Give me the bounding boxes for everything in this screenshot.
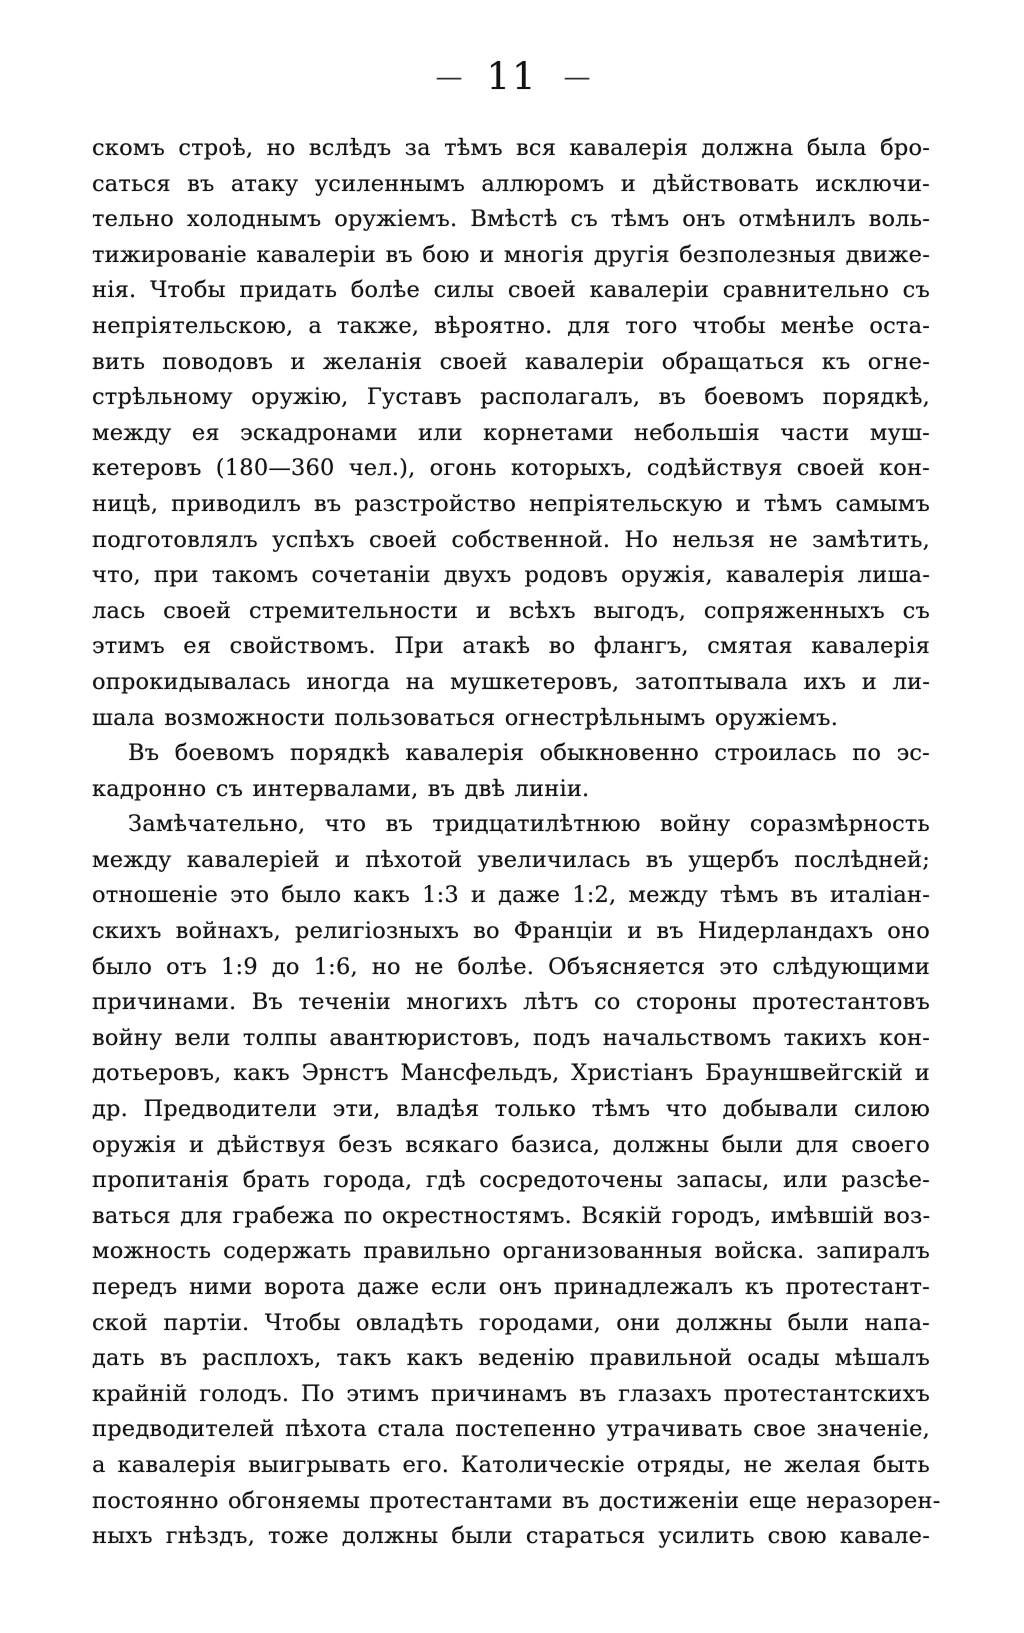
text-line: ныхъ гнѣздъ, тоже должны были стараться усилить свою кавале- <box>92 1523 930 1550</box>
text-line: нія. Чтобы придать болѣе силы своей кавалеріи сравнительно съ <box>92 277 930 304</box>
text-line: этимъ ея свойствомъ. При атакѣ во флангъ, смятая кавалерія <box>92 633 930 660</box>
text-line: лась своей стремительности и всѣхъ выгодъ, сопряженныхъ съ <box>92 597 930 624</box>
text-line: подготовлялъ успѣхъ своей собственной. Но нельзя не замѣтить, <box>92 526 930 553</box>
text-line: крайній голодъ. По этимъ причинамъ въ глазахъ протестантскихъ <box>92 1380 930 1407</box>
text-line: Замѣчательно, что въ тридцатилѣтнюю войну соразмѣрность <box>128 811 930 838</box>
text-line: ской партіи. Чтобы овладѣть городами, они должны были напа- <box>92 1309 930 1336</box>
text-line: кадронно съ интервалами, въ двѣ линіи. <box>92 775 590 802</box>
text-line: кетеровъ (180—360 чел.), огонь которыхъ, содѣйствуя своей кон- <box>92 455 930 482</box>
text-line: тельно холоднымъ оружіемъ. Вмѣстѣ съ тѣмъ онъ отмѣнилъ воль- <box>92 206 930 233</box>
text-line: оружія и дѣйствуя безъ всякаго базиса, должны были для своего <box>92 1131 930 1158</box>
text-line: между ея эскадронами или корнетами небольшія части муш- <box>92 419 930 446</box>
text-line: саться въ атаку усиленнымъ аллюромъ и дѣйствовать исключи- <box>92 170 930 197</box>
text-line: опрокидывалась иногда на мушкетеровъ, затоптывала ихъ и ли- <box>92 668 930 695</box>
page-body-text <box>92 131 941 1555</box>
text-line: стрѣльному оружію, Густавъ располагалъ, въ боевомъ порядкѣ, <box>92 384 930 411</box>
text-line: что, при такомъ сочетаніи двухъ родовъ оружія, кавалерія лиша- <box>92 562 930 589</box>
text-line: причинами. Въ теченіи многихъ лѣтъ со стороны протестантовъ <box>92 989 930 1016</box>
text-line: скомъ строѣ, но вслѣдъ за тѣмъ вся кавалерія должна была бро- <box>92 135 930 161</box>
text-line: предводителей пѣхота стала постепенно утрачивать свое значеніе, <box>92 1416 930 1443</box>
text-line: шала возможности пользоваться огнестрѣльнымъ оружіемъ. <box>92 704 839 731</box>
header-dash-right: — <box>563 62 589 93</box>
text-line: войну вели толпы авантюристовъ, подъ начальствомъ такихъ кон- <box>92 1024 930 1051</box>
page-number: 11 <box>486 55 538 98</box>
text-line: а кавалерія выигрывать его. Католическіе отряды, не желая быть <box>92 1451 930 1478</box>
text-line: тижированіе кавалеріи въ бою и многія другія безполезныя движе- <box>92 241 930 268</box>
text-line: ницѣ, приводилъ въ разстройство непріятельскую и тѣмъ самымъ <box>92 490 930 517</box>
text-line: вить поводовъ и желанія своей кавалеріи обращаться къ огне- <box>92 348 930 375</box>
text-line: скихъ войнахъ, религіозныхъ во Франціи и въ Нидерландахъ оно <box>92 918 930 945</box>
text-line: Въ боевомъ порядкѣ кавалерія обыкновенно строилась по эс- <box>128 740 930 767</box>
text-line: дотьеровъ, какъ Эрнстъ Мансфельдъ, Христіанъ Брауншвейгскій и <box>92 1060 930 1087</box>
text-line: между кавалеріей и пѣхотой увеличилась въ ущербъ послѣдней; <box>92 846 930 873</box>
text-line: было отъ 1:9 до 1:6, но не болѣе. Объясняется это слѣдующими <box>92 953 930 980</box>
header-dash-left: — <box>435 62 461 93</box>
text-line: можность содержать правильно организованныя войска. запиралъ <box>92 1238 930 1265</box>
text-line: непріятельскою, а также, вѣроятно. для того чтобы менѣе оста- <box>92 312 930 339</box>
text-line: ваться для грабежа по окрестностямъ. Всякій городъ, имѣвшій воз- <box>92 1202 931 1229</box>
text-line: пропитанія брать города, гдѣ сосредоточены запасы, или разсѣе- <box>92 1167 930 1194</box>
text-line: постоянно обгоняемы протестантами въ достиженіи еще неразорен- <box>92 1487 941 1514</box>
text-line: отношеніе это было какъ 1:3 и даже 1:2, между тѣмъ въ италіан- <box>92 882 930 909</box>
page-header <box>0 55 1024 98</box>
text-line: дать въ расплохъ, такъ какъ веденію правильной осады мѣшалъ <box>92 1345 930 1372</box>
text-line: др. Предводители эти, владѣя только тѣмъ что добывали силою <box>92 1096 930 1123</box>
text-line: передъ ними ворота даже если онъ принадлежалъ къ протестант- <box>92 1274 930 1300</box>
